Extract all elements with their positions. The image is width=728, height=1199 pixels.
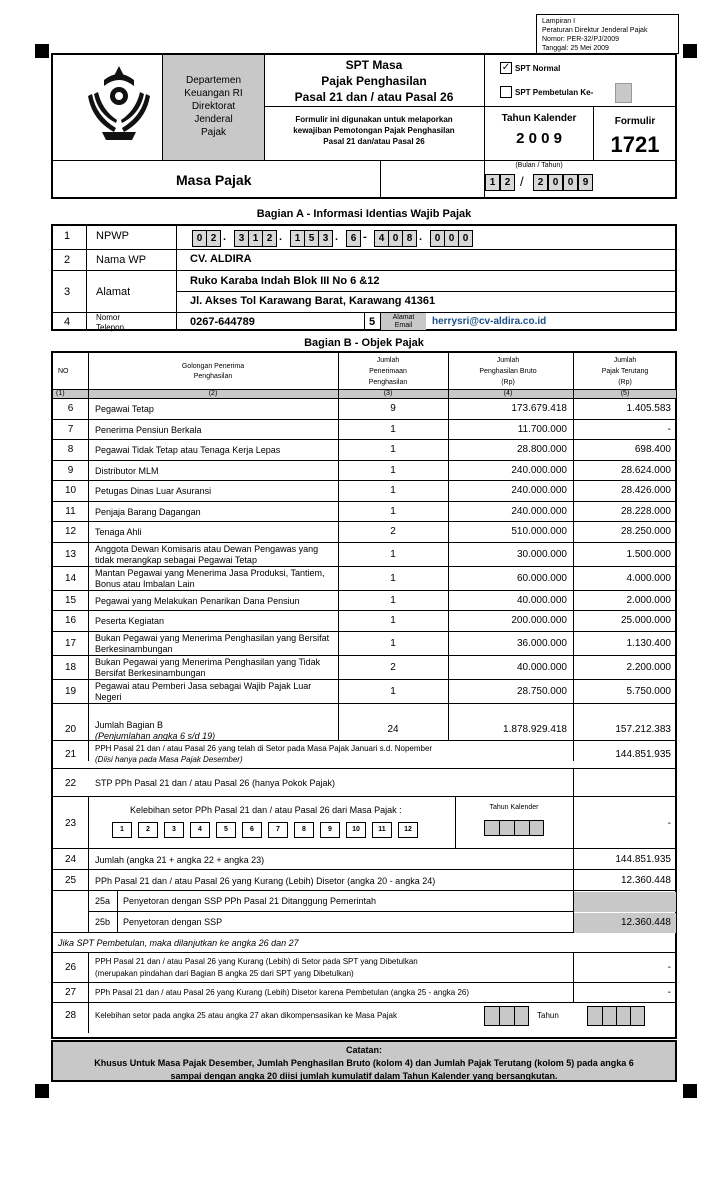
alamat-line2[interactable]: Jl. Akses Tol Karawang Barat, Karawang 41361 bbox=[190, 295, 436, 307]
r20-bruto: 1.878.929.418 bbox=[503, 724, 567, 735]
catatan-line1: Khusus Untuk Masa Pajak Desember, Jumlah Penghasilan Bruto (kolom 4) dan Jumlah Pajak Terutang (kolom 5) pada angka 6 bbox=[94, 1058, 634, 1068]
npwp-digit[interactable]: 1 bbox=[290, 230, 305, 247]
lampiran-line4: Tanggal: 25 Mei 2009 bbox=[542, 45, 609, 52]
row-desc: Pegawai Tetap bbox=[95, 404, 154, 415]
r25b-desc: Penyetoran dengan SSP bbox=[123, 917, 223, 927]
bagian-a-title: Bagian A - Informasi Identias Wajib Pajak bbox=[256, 208, 472, 220]
row-jumlah: 1 bbox=[390, 572, 396, 584]
r25-desc: PPh Pasal 21 dan / atau Pasal 26 yang Kurang (Lebih) Disetor (angka 20 - angka 24) bbox=[95, 876, 436, 886]
table-row bbox=[53, 502, 676, 523]
corner-marker bbox=[35, 44, 49, 58]
row-no: 12 bbox=[64, 526, 77, 538]
table-row bbox=[53, 680, 676, 704]
npwp-no: 1 bbox=[64, 230, 71, 242]
row-desc: Petugas Dinas Luar Asuransi bbox=[95, 486, 212, 497]
form-title: SPT Masa Pajak Penghasilan Pasal 21 dan / atau Pasal 26 bbox=[294, 58, 454, 104]
month-box-1[interactable]: 1 bbox=[112, 822, 132, 838]
table-row bbox=[53, 632, 676, 656]
r25a-shaded bbox=[574, 892, 676, 912]
row-bruto: 60.000.000 bbox=[516, 572, 567, 584]
row-jumlah: 1 bbox=[390, 685, 396, 697]
npwp-digit[interactable]: 0 bbox=[388, 230, 403, 247]
month-box-6[interactable]: 6 bbox=[242, 822, 262, 838]
table-row bbox=[53, 567, 676, 591]
r20-jml: 24 bbox=[387, 724, 399, 735]
r23-tahun-label: Tahun Kalender bbox=[489, 804, 539, 811]
row-pajak: 1.130.400 bbox=[626, 637, 671, 649]
npwp-digit[interactable]: 0 bbox=[430, 230, 445, 247]
r22-desc: STP PPh Pasal 21 dan / atau Pasal 26 (hanya Pokok Pajak) bbox=[95, 778, 335, 788]
row-desc: Peserta Kegiatan bbox=[95, 616, 165, 627]
npwp-digit[interactable]: 3 bbox=[318, 230, 333, 247]
telp-label: Nomor Telepon bbox=[96, 313, 125, 332]
email-label: Alamat Email bbox=[381, 313, 426, 330]
row-jumlah: 1 bbox=[390, 615, 396, 627]
r28-no: 28 bbox=[64, 1010, 77, 1021]
row-desc: Pegawai Tidak Tetap atau Tenaga Kerja Lepas bbox=[95, 445, 281, 456]
table-row bbox=[53, 611, 676, 632]
row-no: 6 bbox=[67, 403, 74, 415]
masa-pajak-label: Masa Pajak bbox=[176, 172, 252, 188]
row-no: 18 bbox=[64, 661, 77, 673]
npwp-separator: . bbox=[279, 231, 283, 243]
catatan-box bbox=[51, 1040, 677, 1082]
row-no: 11 bbox=[65, 505, 76, 517]
r25b-no: 25b bbox=[95, 917, 111, 927]
idx-5: (5) bbox=[620, 390, 630, 397]
lampiran-line1: Lampiran I bbox=[542, 18, 576, 25]
tahun-kalender-value: 2 0 0 9 bbox=[516, 130, 562, 147]
row-pajak: 2.200.000 bbox=[626, 661, 671, 673]
spt-normal-label: SPT Normal bbox=[515, 64, 561, 73]
formulir-label: Formulir bbox=[614, 116, 656, 127]
catatan-title: Catatan: bbox=[345, 1045, 382, 1055]
row-pajak: 1.500.000 bbox=[626, 548, 671, 560]
row-no: 8 bbox=[67, 444, 74, 456]
col-no: NO bbox=[58, 368, 69, 375]
idx-2: (2) bbox=[208, 390, 218, 397]
nama-no: 2 bbox=[64, 254, 71, 266]
r28-masa-input[interactable] bbox=[484, 1006, 529, 1026]
alamat-label: Alamat bbox=[96, 286, 131, 298]
masa-year-digit[interactable]: 9 bbox=[578, 174, 593, 191]
row-bruto: 11.700.000 bbox=[517, 423, 567, 435]
masa-month-digit[interactable]: 2 bbox=[500, 174, 515, 191]
corner-marker bbox=[683, 1084, 697, 1098]
row-jumlah: 1 bbox=[390, 423, 396, 435]
r26-val: - bbox=[667, 962, 671, 973]
row-bruto: 40.000.000 bbox=[516, 594, 567, 606]
npwp-digit[interactable]: 1 bbox=[248, 230, 263, 247]
table-row bbox=[53, 656, 676, 680]
row-bruto: 510.000.000 bbox=[511, 526, 567, 538]
bulan-tahun-label: (Bulan / Tahun) bbox=[515, 162, 563, 169]
lampiran-line2: Peraturan Direktur Jenderal Pajak bbox=[542, 27, 648, 34]
npwp-digit[interactable]: 0 bbox=[458, 230, 473, 247]
nama-label: Nama WP bbox=[96, 254, 147, 266]
row-pajak: 28.624.000 bbox=[620, 464, 671, 476]
row-bruto: 240.000.000 bbox=[511, 505, 567, 517]
npwp-separator: . bbox=[223, 231, 227, 243]
email-no: 5 bbox=[369, 316, 376, 328]
r25a-desc: Penyetoran dengan SSP PPh Pasal 21 Ditanggung Pemerintah bbox=[123, 896, 377, 906]
spt-pembetulan-label: SPT Pembetulan Ke- bbox=[515, 88, 594, 97]
row-jumlah: 2 bbox=[390, 661, 396, 673]
month-box-10[interactable]: 10 bbox=[346, 822, 366, 838]
formulir-number: 1721 bbox=[610, 132, 660, 157]
table-row bbox=[53, 399, 676, 420]
row-bruto: 28.800.000 bbox=[516, 444, 567, 456]
r20-pajak: 157.212.383 bbox=[615, 724, 671, 735]
masa-separator: / bbox=[520, 174, 524, 189]
row-no: 19 bbox=[64, 685, 77, 697]
row-pajak: 25.000.000 bbox=[620, 615, 671, 627]
month-box-12[interactable]: 12 bbox=[398, 822, 418, 838]
row-no: 14 bbox=[64, 572, 77, 584]
row-bruto: 240.000.000 bbox=[511, 464, 567, 476]
r24-no: 24 bbox=[64, 854, 77, 865]
row-no: 15 bbox=[64, 594, 77, 606]
row-jumlah: 1 bbox=[390, 548, 396, 560]
row-jumlah: 9 bbox=[390, 403, 396, 415]
r21-val: 144.851.935 bbox=[615, 749, 671, 760]
row-bruto: 36.000.000 bbox=[516, 637, 567, 649]
col-bruto: Jumlah Penghasilan Bruto (Rp) bbox=[479, 357, 537, 386]
corner-marker bbox=[35, 1084, 49, 1098]
row-no: 10 bbox=[64, 485, 77, 497]
row-no: 9 bbox=[67, 464, 74, 476]
row-pajak: 4.000.000 bbox=[626, 572, 671, 584]
departemen-label: Departemen Keuangan RI Direktorat Jenderal Pajak bbox=[184, 75, 243, 138]
row-pajak: 28.250.000 bbox=[620, 526, 671, 538]
lampiran-box bbox=[536, 14, 679, 54]
r25a-no: 25a bbox=[95, 896, 111, 906]
masa-year-digit[interactable]: 2 bbox=[533, 174, 548, 191]
row-jumlah: 1 bbox=[390, 594, 396, 606]
alamat-line1[interactable]: Ruko Karaba Indah Blok III No 6 &12 bbox=[190, 275, 380, 287]
idx-4: (4) bbox=[503, 390, 513, 397]
table-row bbox=[53, 481, 676, 502]
row-desc: Pegawai atau Pemberi Jasa sebagai Wajib Pajak Luar Negeri bbox=[95, 680, 312, 702]
row-no: 17 bbox=[64, 637, 77, 649]
month-box-11[interactable]: 11 bbox=[372, 822, 392, 838]
idx-1: (1) bbox=[56, 390, 65, 397]
row-bruto: 240.000.000 bbox=[511, 485, 567, 497]
r24-val: 144.851.935 bbox=[615, 854, 671, 865]
month-box-2[interactable]: 2 bbox=[138, 822, 158, 838]
r21-desc: PPH Pasal 21 dan / atau Pasal 26 yang telah di Setor pada Masa Pajak Januari s.d. Nopember (Diisi hanya pada Masa Pajak Desember) bbox=[95, 744, 433, 764]
r21-no: 21 bbox=[64, 749, 77, 760]
bagian-b-title: Bagian B - Objek Pajak bbox=[304, 337, 424, 349]
row-desc: Tenaga Ahli bbox=[95, 527, 142, 538]
r25-val: 12.360.448 bbox=[620, 875, 671, 886]
r25b-val: 12.360.448 bbox=[620, 917, 671, 928]
table-row bbox=[53, 543, 676, 567]
r28-desc: Kelebihan setor pada angka 25 atau angka 27 akan dikompensasikan ke Masa Pajak bbox=[95, 1011, 397, 1020]
npwp-digit[interactable]: 2 bbox=[262, 230, 277, 247]
pembetulan-ke-input[interactable] bbox=[615, 83, 632, 103]
table-row bbox=[53, 420, 676, 441]
row-desc: Bukan Pegawai yang Menerima Penghasilan yang Bersifat Berkesinambungan bbox=[95, 632, 330, 654]
telp-value[interactable]: 0267-644789 bbox=[190, 316, 255, 328]
row-bruto: 40.000.000 bbox=[516, 661, 567, 673]
lampiran-line3: Nomor: PER-32/PJ/2009 bbox=[542, 36, 620, 43]
email-value[interactable]: herrysri@cv-aldira.co.id bbox=[432, 316, 547, 327]
npwp-digit[interactable]: 4 bbox=[374, 230, 389, 247]
row-desc: Mantan Pegawai yang Menerima Jasa Produksi, Tantiem, Bonus atau Imbalan Lain bbox=[95, 567, 325, 589]
npwp-digit[interactable]: 8 bbox=[402, 230, 417, 247]
row-pajak: 28.228.000 bbox=[620, 505, 671, 517]
r25-no: 25 bbox=[64, 875, 77, 886]
month-box-3[interactable]: 3 bbox=[164, 822, 184, 838]
npwp-digit[interactable]: 3 bbox=[234, 230, 249, 247]
month-box-5[interactable]: 5 bbox=[216, 822, 236, 838]
row-pajak: 698.400 bbox=[634, 444, 671, 456]
row-no: 16 bbox=[64, 615, 77, 627]
month-box-8[interactable]: 8 bbox=[294, 822, 314, 838]
r20-desc: Jumlah Bagian B (Penjumlahan angka 6 s/d 19) bbox=[95, 720, 216, 741]
col-pajak: Jumlah Pajak Terutang (Rp) bbox=[601, 357, 649, 386]
npwp-separator: . bbox=[335, 231, 339, 243]
row-bruto: 28.750.000 bbox=[516, 685, 567, 697]
row-bruto: 200.000.000 bbox=[511, 615, 567, 627]
r22-no: 22 bbox=[64, 778, 77, 789]
kemenkeu-emblem bbox=[84, 60, 154, 150]
npwp-digit[interactable]: 0 bbox=[444, 230, 459, 247]
npwp-separator: - bbox=[363, 231, 367, 243]
corner-marker bbox=[683, 44, 697, 58]
r27-no: 27 bbox=[64, 987, 77, 998]
row-jumlah: 1 bbox=[390, 485, 396, 497]
form-subtitle: Formulir ini digunakan untuk melaporkan kewajiban Pemotongan Pajak Penghasilan Pasal 21 dan/atau Pasal 26 bbox=[293, 115, 455, 146]
table-row bbox=[53, 440, 676, 461]
col-jumlah: Jumlah Penerimaan Penghasilan bbox=[368, 357, 408, 386]
row-jumlah: 1 bbox=[390, 505, 396, 517]
npwp-label: NPWP bbox=[96, 230, 129, 242]
row-desc: Penerima Pensiun Berkala bbox=[95, 424, 202, 435]
row-desc: Distributor MLM bbox=[95, 465, 159, 476]
row-jumlah: 2 bbox=[390, 526, 396, 538]
r26-desc: PPH Pasal 21 dan / atau Pasal 26 yang Kurang (Lebih) di Setor pada SPT yang Dibetulkan (merupakan pindahan dari Bagian B angka 25 dari SPT yang Dibetulkan) bbox=[95, 957, 418, 978]
spt-normal-checkbox[interactable]: ✓ bbox=[501, 62, 511, 73]
masa-year-digit[interactable]: 0 bbox=[563, 174, 578, 191]
npwp-digit[interactable]: 0 bbox=[192, 230, 207, 247]
row-bruto: 173.679.418 bbox=[511, 403, 567, 415]
r23-val: - bbox=[667, 818, 671, 829]
catatan-line2: sampai dengan angka 20 diisi jumlah kumulatif dalam Tahun Kalender yang bersangkutan. bbox=[170, 1071, 558, 1081]
r20-no: 20 bbox=[64, 724, 77, 735]
r28-tahun-input[interactable] bbox=[587, 1006, 645, 1026]
row-pajak: 5.750.000 bbox=[626, 685, 671, 697]
telp-no: 4 bbox=[64, 316, 71, 328]
pembetulan-note: Jika SPT Pembetulan, maka dilanjutkan ke angka 26 dan 27 bbox=[58, 938, 299, 948]
row-pajak: 1.405.583 bbox=[626, 403, 671, 415]
row-bruto: 30.000.000 bbox=[516, 548, 567, 560]
month-box-4[interactable]: 4 bbox=[190, 822, 210, 838]
row-pajak: - bbox=[667, 423, 671, 435]
spt-pembetulan-checkbox[interactable] bbox=[500, 86, 512, 98]
col-golongan: Golongan Penerima Penghasilan bbox=[181, 363, 245, 380]
r24-desc: Jumlah (angka 21 + angka 22 + angka 23) bbox=[95, 855, 265, 865]
table-row bbox=[53, 591, 676, 612]
row-pajak: 2.000.000 bbox=[626, 594, 671, 606]
row-no: 7 bbox=[67, 423, 74, 435]
row-desc: Anggota Dewan Komisaris atau Dewan Pengawas yang tidak merangkap sebagai Pegawai Tetap bbox=[95, 543, 319, 565]
r27-val: - bbox=[667, 987, 671, 998]
row-desc: Penjaja Barang Dagangan bbox=[95, 506, 201, 517]
masa-year-digit[interactable]: 0 bbox=[548, 174, 563, 191]
alamat-no: 3 bbox=[64, 286, 71, 298]
r23-desc: Kelebihan setor PPh Pasal 21 dan / atau Pasal 26 dari Masa Pajak : bbox=[130, 805, 402, 815]
r28-tahun-label: Tahun bbox=[537, 1011, 559, 1020]
npwp-separator: . bbox=[419, 231, 423, 243]
row-desc: Bukan Pegawai yang Menerima Penghasilan yang Tidak Bersifat Berkesinambungan bbox=[95, 656, 321, 678]
nama-value[interactable]: CV. ALDIRA bbox=[190, 253, 252, 265]
row-desc: Pegawai yang Melakukan Penarikan Dana Pensiun bbox=[95, 595, 300, 606]
r23-no: 23 bbox=[64, 818, 77, 829]
row-jumlah: 1 bbox=[390, 464, 396, 476]
row-jumlah: 1 bbox=[390, 444, 396, 456]
r23-tahun-input[interactable] bbox=[484, 820, 544, 836]
table-row bbox=[53, 522, 676, 543]
npwp-digit[interactable]: 2 bbox=[206, 230, 221, 247]
table-row bbox=[53, 461, 676, 482]
masa-month-digit[interactable]: 1 bbox=[485, 174, 500, 191]
row-pajak: 28.426.000 bbox=[620, 485, 671, 497]
npwp-digit[interactable]: 5 bbox=[304, 230, 319, 247]
tahun-kalender-label: Tahun Kalender bbox=[501, 113, 577, 124]
r26-no: 26 bbox=[64, 962, 77, 973]
month-box-7[interactable]: 7 bbox=[268, 822, 288, 838]
row-jumlah: 1 bbox=[390, 637, 396, 649]
month-box-9[interactable]: 9 bbox=[320, 822, 340, 838]
npwp-digit[interactable]: 6 bbox=[346, 230, 361, 247]
r27-desc: PPh Pasal 21 dan / atau Pasal 26 yang Kurang (Lebih) Disetor karena Pembetulan (angka 25 - angka 26) bbox=[95, 988, 470, 997]
idx-3: (3) bbox=[383, 390, 393, 397]
row-no: 13 bbox=[64, 548, 77, 560]
